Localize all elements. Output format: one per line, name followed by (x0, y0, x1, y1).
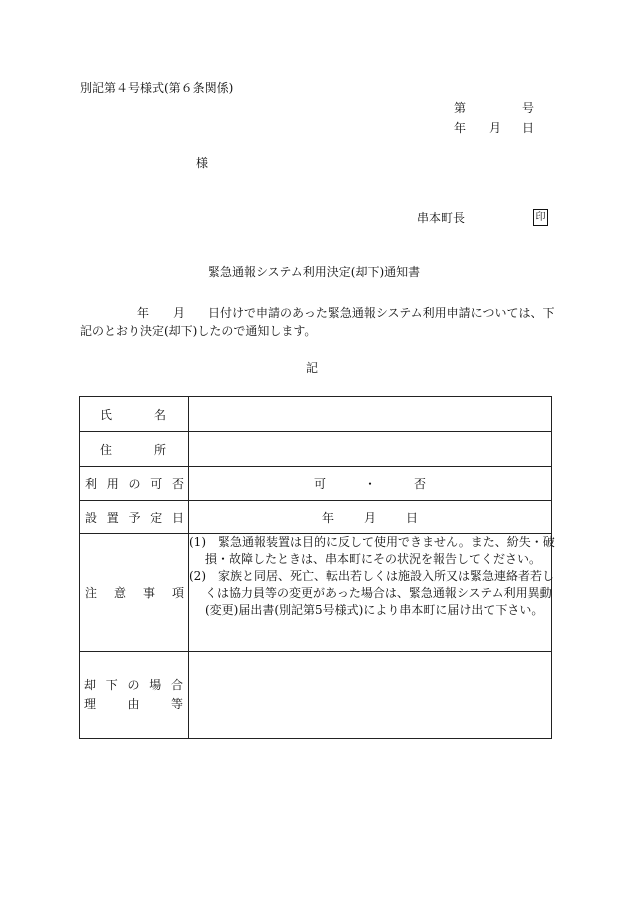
note-line: 損・故障したときは、串本町にその状況を報告してください。 (205, 552, 542, 566)
label-char: 理 (84, 697, 97, 711)
label-char: 定 (150, 510, 163, 525)
document-number-suffix: 号 (522, 101, 535, 115)
label-char: 項 (171, 586, 184, 600)
document-title: 緊急通報システム利用決定(却下)通知書 (208, 265, 421, 279)
label-char: 所 (153, 442, 166, 457)
note-line: くは協力員等の変更があった場合は、緊急通報システム利用異動 (205, 586, 552, 600)
label-char: 否 (171, 477, 184, 491)
label-char: 由 (127, 697, 140, 711)
issue-date-day: 日 (522, 121, 535, 135)
issue-date-year: 年 (454, 121, 467, 135)
issuer-title: 串本町長 (417, 211, 466, 225)
label-char: 合 (170, 678, 183, 692)
label-char: 注 (85, 586, 98, 600)
label-char: の (128, 477, 141, 491)
label-char: 設 (85, 510, 98, 525)
addressee-honorific: 様 (196, 156, 209, 170)
value-install-date (189, 501, 552, 534)
ki-heading: 記 (306, 361, 319, 375)
table-row-approval (80, 467, 552, 501)
label-approval (80, 467, 189, 501)
label-rejection-reason (80, 652, 189, 739)
note-line: (2) 家族と同居、死亡、転出若しくは施設入所又は緊急連絡者若し (189, 569, 555, 583)
body-line-2: 記のとおり決定(却下)したので通知します。 (80, 324, 317, 338)
note-line: (変更)届出書(別記第5号様式)により串本町に届け出て下さい。 (205, 603, 544, 617)
label-char: 意 (113, 586, 126, 600)
value-address (189, 432, 552, 467)
install-date-year: 年 (321, 510, 334, 525)
label-line (84, 695, 183, 714)
table-row-notes (80, 534, 552, 652)
label-char: 用 (106, 477, 119, 491)
label-char: 日 (171, 510, 184, 525)
label-notes (80, 534, 189, 652)
label-char: 予 (128, 510, 141, 525)
table-row-address (80, 432, 552, 467)
label-char: 事 (142, 586, 155, 600)
label-name (80, 397, 189, 432)
label-char: 場 (149, 678, 162, 692)
approval-separator: ・ (363, 477, 376, 491)
value-approval (189, 467, 552, 501)
approval-yes: 可 (313, 477, 326, 491)
label-char: 置 (106, 510, 119, 525)
body-line-1-text: 日付けで申請のあった緊急通報システム利用申請については、下 (208, 306, 555, 320)
label-char: 住 (100, 442, 113, 457)
install-date-day: 日 (406, 510, 419, 525)
label-char: 名 (153, 407, 166, 422)
label-char: 氏 (100, 407, 113, 422)
form-reference: 別記第４号様式(第６条関係) (80, 81, 234, 95)
issue-date-month: 月 (489, 121, 502, 135)
label-char: 可 (150, 477, 163, 491)
label-address (80, 432, 189, 467)
table-row-name (80, 397, 552, 432)
label-char: の (127, 678, 140, 692)
label-install-date (80, 501, 189, 534)
body-year: 年 (137, 306, 150, 320)
table-row-install-date (80, 501, 552, 534)
label-char: 下 (105, 678, 118, 692)
value-notes (189, 534, 555, 652)
label-line (84, 676, 183, 695)
label-char: 利 (85, 477, 98, 491)
install-date-month: 月 (363, 510, 376, 525)
value-name (189, 397, 552, 432)
label-char: 却 (84, 678, 97, 692)
note-line: (1) 緊急通報装置は目的に反して使用できません。また、紛失・破 (189, 535, 555, 549)
approval-no: 否 (414, 477, 427, 491)
table-row-rejection-reason (80, 652, 552, 739)
notice-details-table (79, 396, 555, 739)
body-month: 月 (173, 306, 186, 320)
label-char: 等 (170, 697, 183, 711)
seal-stamp: 印 (533, 209, 548, 226)
value-rejection-reason (189, 652, 552, 739)
document-number-prefix: 第 (454, 101, 467, 115)
